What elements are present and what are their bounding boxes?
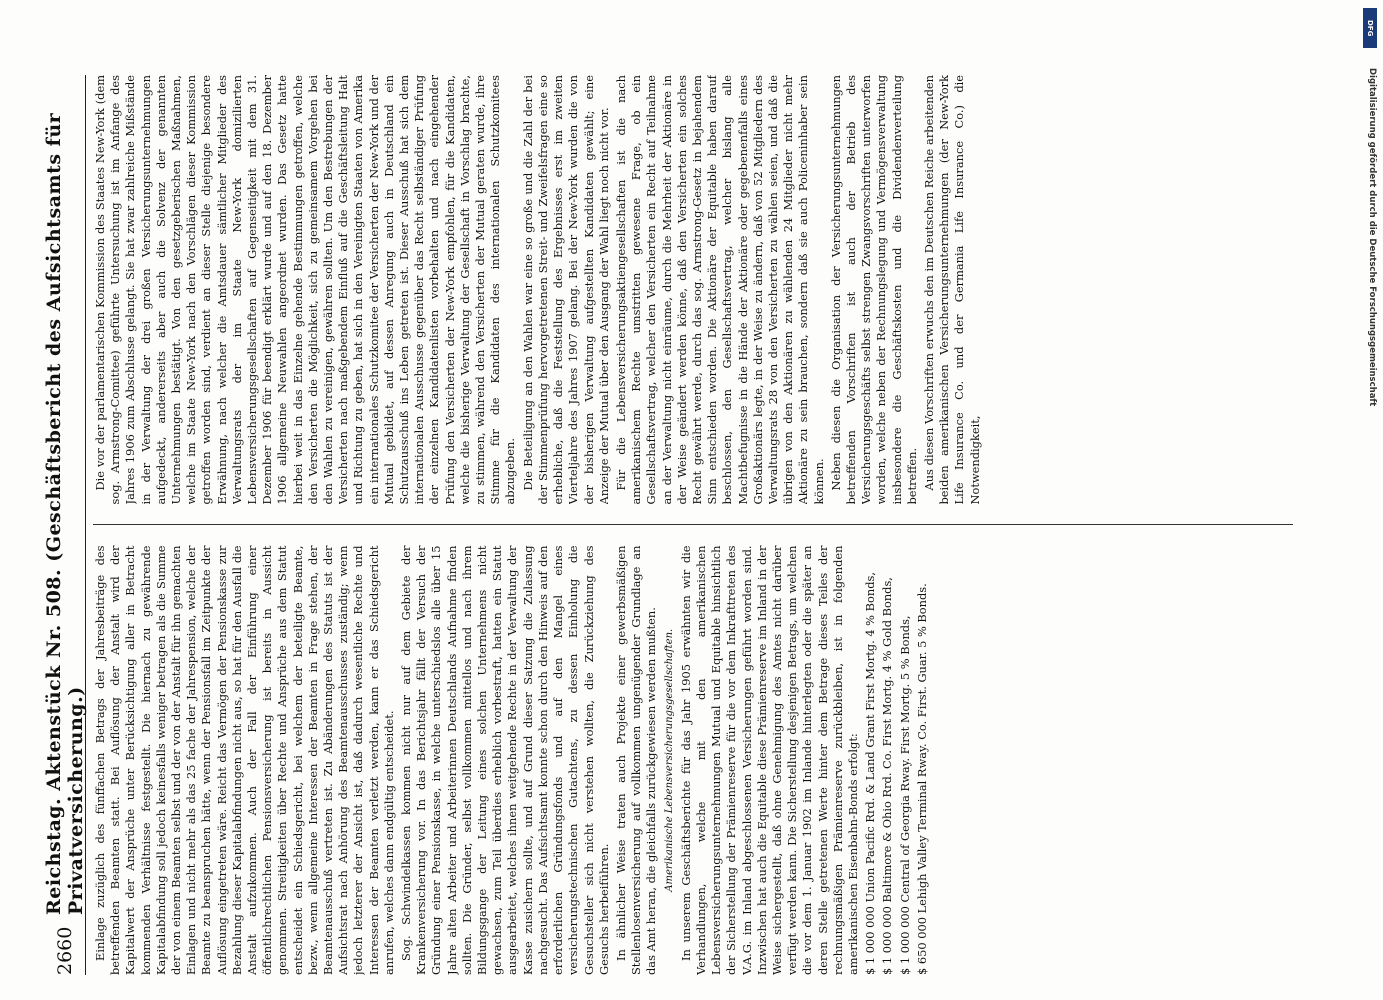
digitization-credit: [1363, 8, 1379, 988]
page-title: Reichstag. Aktenstück Nr. 508. (Geschäftsbericht des Aufsichtsamts für Privatversicherung.): [43, 112, 87, 915]
bond-item: $ 650 000 Lehigh Valley Terminal Rway. Co. First. Guar. 5 % Bonds.: [914, 583, 929, 975]
right-column: [93, 75, 1293, 505]
paragraph: Die vor der parlamentarischen Kommission des Staates New-York (dem sog. Armstrong-Comittee) geführte Untersuchung ist im Anfange des Jahres 1906 zum Abschlusse gelangt. Sie hat zwar zahlreiche Mißstände in der Verwaltung der drei großen Versicherungsunternehmungen aufgedeckt, andererseits aber auch die Solvenz der genannten Unternehmungen bestätigt. Von den gesetzgeberischen Maßnahmen, welche im Staate New-York nach den Vorschlägen dieser Kommission getroffen worden sind, verdient an dieser Stelle diejenige besondere Erwähnung, nach welcher die Amtsdauer sämtlicher Mitglieder des Verwaltungsrats der im Staate New-York domizilierten Lebensversicherungsgesellschaften auf Gegenseitigkeit mit dem 31. Dezember 1906 für beendigt erklärt wurde und auf den 18. Dezember 1906 allgemeine Neuwahlen angeordnet wurden. Das Gesetz hatte hierbei weit in das Einzelne gehende Bestimmungen getroffen, welche den Versicherten die Möglichkeit, sich zu gemeinsamem Vorgehen bei den Wahlen zu vereinigen, gewähren sollten. Um den Bestrebungen der Versicherten nach maßgebendem Einfluß auf die Geschäftsleitung Halt und Richtung zu geben, hat sich in den Vereinigten Staaten von Amerika ein internationales Schutzkomitee der Versicherten der New-York und der Mutual gebildet, auf dessen Anregung auch in Deutschland ein Schutzausschuß ins Leben getreten ist. Dieser Ausschuß hat sich dem internationalen Ausschusse gegenüber das Recht selbständiger Prüfung der einzelnen Kandidatenlisten vorbehalten und nach eingehender Prüfung den Versicherten der New-York empfohlen, für die Kandidaten, welche die bisherige Verwaltung der Gesellschaft in Vorschlag brachte, zu stimmen, während den Versicherten der Mutual geraten wurde, ihre Stimme für die Kandidaten des internationalen Schutzkomitees abzugeben.: [93, 75, 518, 505]
text-columns: [93, 75, 1293, 975]
page-number: 2660: [54, 926, 76, 975]
rotated-content: [45, 75, 1295, 975]
bond-item: $ 1 000 000 Union Pacific Rrd. & Land Grant First Mortg. 4 % Bonds,: [863, 572, 878, 975]
running-header: [45, 75, 86, 975]
column-divider: [93, 525, 1293, 526]
paragraph: Für die Lebensversicherungsaktiengesellschaften ist die nach amerikanischem Rechte umstritten gewesene Frage, ob ein Gesellschaftsvertrag, welcher den Versicherten ein Recht auf Teilnahme an der Verwaltung nicht einräume, durch die Mehrheit der Aktionäre in der Weise geändert werden könne, daß den Versicherten ein solches Recht gewährt werde, durch das sog. Armstrong-Gesetz in bejahendem Sinn entschieden worden. Die Aktionäre der Equitable haben darauf beschlossen, den Gesellschaftsvertrag, welcher bislang alle Machtbefugnisse in die Hände der Aktionäre oder gegebenenfalls eines Großaktionärs legte, in der Weise zu ändern, daß von 52 Mitgliedern des Verwaltungsrats 28 von den Versicherten zu wählen seien, und daß die übrigen von den Aktionären zu wählenden 24 Mitglieder nicht mehr Aktionäre zu sein brauchen, sondern daß sie auch Policeninhaber sein können.: [613, 75, 826, 505]
paragraph: Aus diesen Vorschriften erwuchs den im Deutschen Reiche arbeitenden beiden amerikanischen Versicherungsunternehmungen (der New-York Life Insurance Co. und der Germania Life Insurance Co.) die Notwendigkeit,: [921, 75, 982, 505]
paragraph: In unserem Geschäftsberichte für das Jahr 1905 erwähnten wir die Verhandlungen, welche mit den amerikanischen Lebensversicherungsunternehmungen Mutual und Equitable hinsichtlich der Sicherstellung der Prämienreserve für die vor dem Inkrafttreten des V.A.G. im Inland abgeschlossenen Versicherungen geführt worden sind. Inzwischen hat auch die Equitable diese Prämienreserve im Inland in der Weise sichergestellt, daß ohne Genehmigung des Amtes nicht darüber verfügt werden kann. Die Sicherstellung desjenigen Betrags, um welchen die vor dem 1. Januar 1902 im Inlande hinterlegten oder die später an deren Stelle getretenen Werte hinter dem Betrage dieses Teiles der rechnungsmäßigen Prämienreserve zurückbleiben, ist in folgenden amerikanischen Eisenbahn-Bonds erfolgt:: [678, 545, 860, 975]
paragraph: In ähnlicher Weise traten auch Projekte einer gewerbsmäßigen Stellenlosenversicherung auf vollkommen ungenügender Grundlage an das Amt heran, die gleichfalls zurückgewiesen werden mußten.: [613, 545, 659, 975]
paragraph: Die Beteiligung an den Wahlen war eine so große und die Zahl der bei der Stimmenprüfung hervorgetretenen Streit- und Zweifelsfragen eine so erhebliche, daß die Feststellung des Ergebnisses erst im zweiten Vierteljahre des Jahres 1907 gelang. Bei der New-York wurden die von der bisherigen Verwaltung aufgestellten Kandidaten gewählt; eine Anzeige der Mutual über den Ausgang der Wahl liegt noch nicht vor.: [520, 75, 611, 505]
bond-item: $ 1 000 000 Baltimore & Ohio Rrd. Co. First Mortg. 4 % Gold Bonds,: [880, 577, 895, 975]
left-column: [93, 546, 1293, 976]
section-heading: Amerikanische Lebensversicherungsgesellschaften.: [663, 628, 675, 892]
bond-item: $ 1 000 000 Central of Georgia Rway. First Mortg. 5 % Bonds,: [897, 615, 912, 975]
paragraph: Einlage zuzüglich des fünffachen Betrags der Jahresbeiträge des betreffenden Beamten statt. Bei Auflösung der Anstalt wird der Kapitalwert der Ansprüche unter Berücksichtigung aller in Betracht kommenden Verhältnisse festgestellt. Die hiernach zu gewährende Kapitalabfindung soll jedoch keinesfalls weniger betragen als die Summe der von einem Beamten selbst und der von der Anstalt für ihn gemachten Einlagen und nicht mehr als das 25 fache der Jahrespension, welche der Beamte zu beanspruchen hätte, wenn der Pensionsfall im Zeitpunkte der Auflösung eingetreten wäre. Reicht das Vermögen der Pensionskasse zur Bezahlung dieser Kapitalabfindungen nicht aus, so hat für den Ausfall die Anstalt aufzukommen. Auch der Fall der Einführung einer öffentlichrechtlichen Pensionsversicherung ist bereits in Aussicht genommen. Streitigkeiten über Rechte und Ansprüche aus dem Statut entscheidet ein Schiedsgericht, bei welchem der beteiligte Beamte, bezw., wenn allgemeine Interessen der Beamten in Frage stehen, der Beamtenausschuß vertreten ist. Zu Abänderungen des Statuts ist der Aufsichtsrat nach Anhörung des Beamtenausschusses zuständig; wenn jedoch letzterer der Ansicht ist, daß dadurch wesentliche Rechte und Interessen der Beamten verletzt werden, kann er das Schiedsgericht anrufen, welches dann endgültig entscheidet.: [93, 545, 396, 975]
credit-text: Digitalisierung gefördert durch die Deutsche Forschungsgemeinschaft: [1367, 68, 1377, 407]
paragraph: Neben diesen die Organisation der Versicherungsunternehmungen betreffenden Vorschriften ist auch der Betrieb des Versicherungsgeschäfts selbst strengen Zwangsvorschriften unterworfen worden, welche neben der Rechnungslegung und Vermögensverwaltung insbesondere die Geschäftskosten und die Dividendenverteilung betreffen.: [828, 75, 919, 505]
paragraph: Sog. Schwindelkassen kommen nicht nur auf dem Gebiete der Krankenversicherung vor. In das Berichtsjahr fällt der Versuch der Gründung einer Pensionskasse, in welche unterschiedslos alle über 15 Jahre alten Arbeiter und Arbeiterinnen Deutschlands Aufnahme finden sollten. Die Gründer, selbst vollkommen mittellos und nach ihrem Bildungsgange der Leitung eines solchen Unternehmens nicht gewachsen, zum Teil überdies erheblich vorbestraft, hatten ein Statut ausgearbeitet, welches ihnen weitgehende Rechte in der Verwaltung der Kasse zusichern sollte, und auf Grund dieser Satzung die Zulassung nachgesucht. Das Aufsichtsamt konnte schon durch den Hinweis auf den erforderlichen Gründungsfonds und auf den Mangel eines versicherungstechnischen Gutachtens, zu dessen Einholung die Gesuchsteller sich nicht verstehen wollten, die Zurückziehung des Gesuchs herbeiführen.: [399, 545, 611, 975]
dfg-logo: DFG: [1363, 8, 1377, 48]
